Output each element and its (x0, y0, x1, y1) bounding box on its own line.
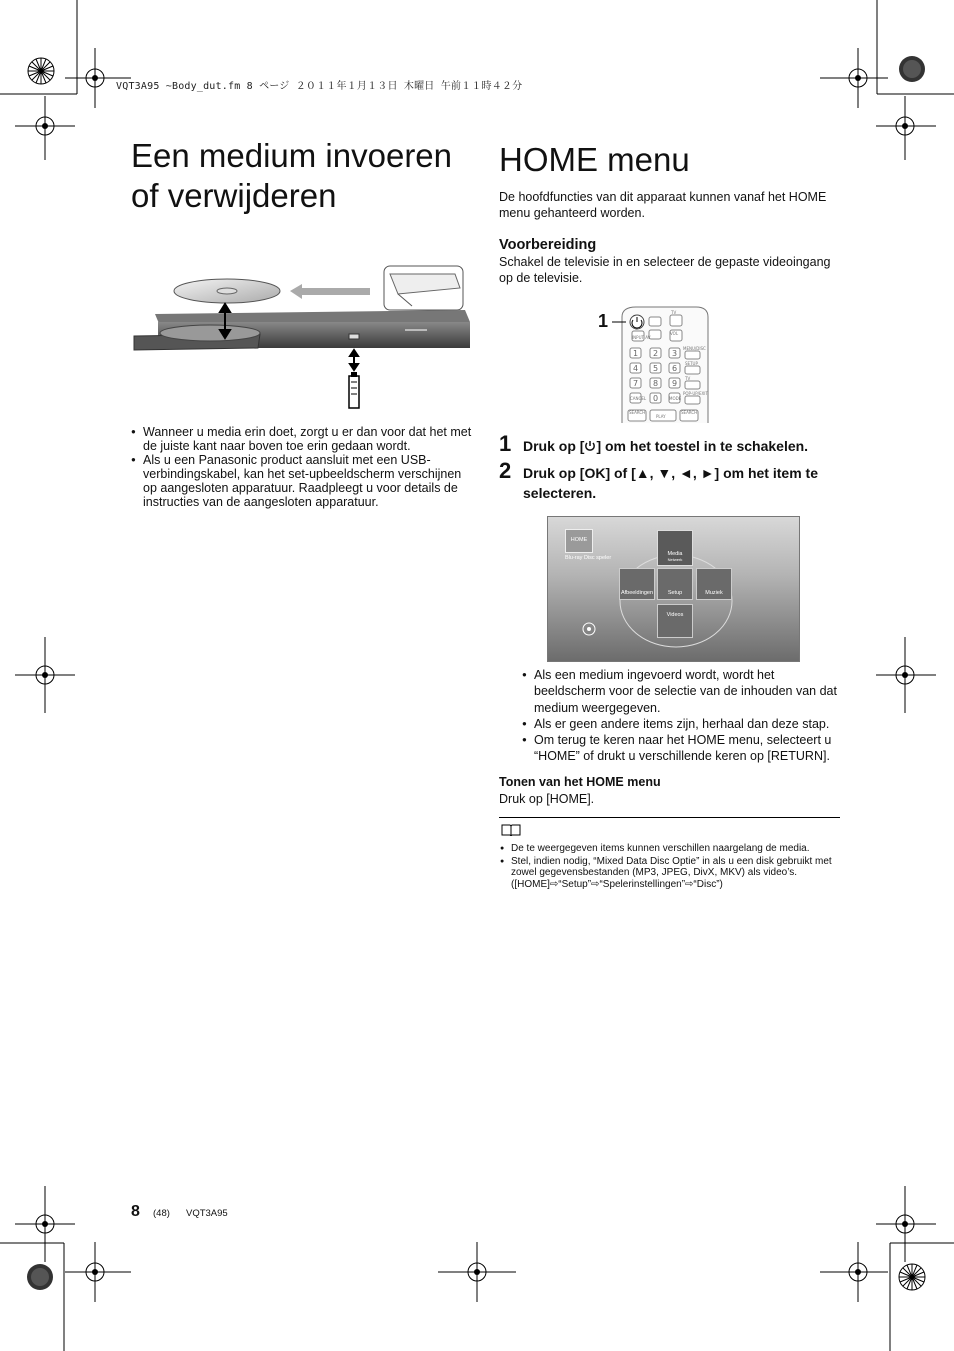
home-item-label: Videos (666, 612, 684, 618)
disc-player-illustration (130, 264, 475, 412)
remote-key-7: 7 (632, 379, 639, 388)
list-item: ● Om terug te keren naar het HOME menu, selecteert u “HOME” of drukt u verschillende keren op [RETURN]. (522, 732, 844, 765)
home-subtitle: Blu-ray Disc speler (565, 555, 612, 561)
remote-key-4: 4 (632, 364, 639, 373)
home-corner-tile (565, 529, 593, 553)
right-section-title: HOME menu (499, 141, 690, 178)
remote-bottom-label: SEARCH (681, 410, 698, 415)
prep-heading: Voorbereiding (499, 237, 597, 253)
page-code: (48) (153, 1208, 170, 1219)
home-item-label: Media (667, 551, 683, 557)
step-text-part: Druk op [ (523, 438, 585, 454)
doc-code: VQT3A95 (186, 1208, 228, 1219)
remote-input-label: INPUT AV (632, 335, 651, 340)
list-item: ● De te weergegeven items kunnen verschillen naargelang de media. (500, 843, 842, 855)
home-item-label: Afbeeldingen (620, 590, 654, 596)
notes-list (500, 843, 842, 891)
remote-key-5: 5 (652, 364, 659, 373)
list-item: ● Als u een Panasonic product aansluit met een USB-verbindingskabel, kan het set-upbeeldscherm verschijnen op aangesloten apparatuur. Raadpleegt u voor details de instructies van de aangesloten apparatuur. (131, 453, 476, 509)
remote-illustration (612, 305, 712, 423)
remote-key-3: 3 (671, 349, 678, 358)
divider (499, 817, 840, 818)
remote-vol-label: VOL (670, 331, 679, 336)
remote-side-label: MENU/DISC (683, 346, 706, 351)
home-item-music[interactable] (696, 568, 732, 600)
list-item: ● Als er geen andere items zijn, herhaal dan deze stap. (522, 716, 844, 732)
remote-side-label: POP-UP/EXIT (683, 391, 708, 396)
remote-row-label: CANCEL (630, 396, 647, 401)
list-item: ● Stel, indien nodig, “Mixed Data Disc Optie” in als u een disk gebruikt met zowel gegevensbestanden (MP3, JPEG, DivX, MKV) als video’s. ([HOME]⇨“Setup”⇨“Spelerinstellingen”⇨“Disc”) (500, 856, 842, 891)
left-section-title (131, 136, 471, 216)
right-bullets (522, 667, 844, 765)
show-home-heading: Tonen van het HOME menu (499, 775, 661, 789)
remote-key-2: 2 (652, 349, 659, 358)
remote-row-label: MODE (669, 396, 682, 401)
remote-tv-label: TV (671, 310, 677, 315)
step-number: 1 (499, 431, 512, 456)
step-text-part: ] om het toestel in te schakelen. (596, 438, 809, 454)
remote-bottom-label: SEARCH (629, 410, 646, 415)
home-item-media[interactable] (657, 530, 693, 566)
remote-key-0: 0 (652, 394, 659, 403)
remote-key-9: 9 (671, 379, 678, 388)
home-item-sublabel: Netwerk (667, 557, 683, 562)
home-corner-label: HOME (570, 537, 588, 543)
left-title-line1: Een medium invoeren (131, 137, 453, 174)
home-menu-screenshot (547, 516, 800, 662)
home-item-pictures[interactable] (619, 568, 655, 600)
step-number: 2 (499, 458, 512, 483)
remote-side-label: SETUP (685, 361, 698, 366)
step-text (523, 436, 843, 456)
prep-text: Schakel de televisie in en selecteer de gepaste videoingang op de televisie. (499, 255, 831, 285)
intro-text: De hoofdfuncties van dit apparaat kunnen vanaf het HOME menu gehanteerd worden. (499, 190, 827, 220)
home-item-videos[interactable] (657, 604, 693, 638)
home-item-label: Muziek (705, 590, 723, 596)
step-text: Druk op [OK] of [▲, ▼, ◄, ►] om het item te selecteren. (523, 465, 818, 501)
remote-key-1: 1 (632, 349, 639, 358)
remote-side-label: TV (685, 376, 691, 381)
list-item: ● Wanneer u media erin doet, zorgt u er dan voor dat het met de juiste kant naar boven toe erin gedaan wordt. (131, 425, 476, 453)
power-icon (584, 440, 596, 452)
book-icon (501, 824, 521, 836)
print-header: VQT3A95 ~Body_dut.fm 8 ページ ２０１１年１月１３日 木曜日 午前１１時４２分 (116, 81, 523, 92)
left-bullets (131, 425, 476, 509)
left-title-line2: of verwijderen (131, 177, 337, 214)
remote-callout: 1 (598, 311, 609, 331)
show-home-text: Druk op [HOME]. (499, 792, 595, 806)
dpad-icon (582, 622, 596, 636)
remote-bottom-label: PLAY (656, 414, 666, 419)
remote-key-6: 6 (671, 364, 678, 373)
page-number: 8 (131, 1203, 140, 1220)
home-item-setup[interactable] (657, 568, 693, 600)
list-item: ● Als een medium ingevoerd wordt, wordt het beeldscherm voor de selectie van de inhouden van dat medium weergegeven. (522, 667, 844, 716)
remote-key-8: 8 (652, 379, 659, 388)
home-item-label: Setup (667, 590, 683, 596)
